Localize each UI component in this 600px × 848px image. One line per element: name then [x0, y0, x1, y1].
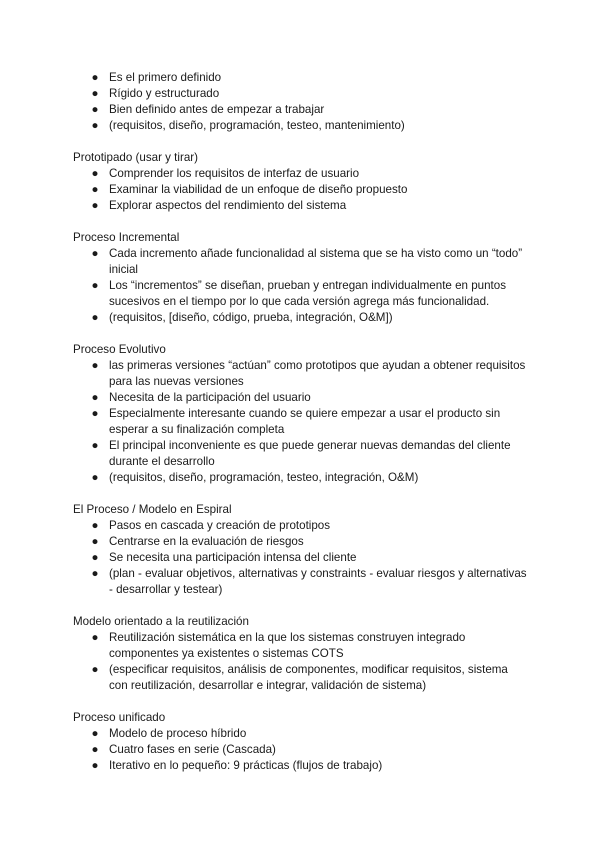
list-item: [91, 550, 529, 566]
bullet-dot-icon: ●: [91, 391, 99, 404]
list-item: [91, 438, 529, 470]
bullet-dot-icon: ●: [91, 71, 99, 84]
list-item: [91, 86, 529, 102]
section-heading: Prototipado (usar y tirar): [73, 151, 199, 164]
list-item: [91, 358, 529, 390]
list-item-text: Centrarse en la evaluación de riesgos: [109, 535, 304, 548]
list-item: [91, 70, 529, 86]
list-item-text: Especialmente interesante cuando se quiere empezar a usar el producto sin esperar a su finalización completa: [109, 407, 501, 436]
bullet-dot-icon: ●: [91, 407, 99, 420]
section-heading: Proceso unificado: [73, 711, 166, 724]
list-item-text: Comprender los requisitos de interfaz de usuario: [109, 167, 360, 180]
list-item: [91, 198, 529, 214]
bullet-list: [0, 630, 600, 694]
list-item-text: Explorar aspectos del rendimiento del sistema: [109, 199, 347, 212]
list-item-text: Los “incrementos” se diseñan, prueban y entregan individualmente en puntos sucesivos en el tiempo por lo que cada versión agrega más funcionalidad.: [109, 279, 507, 308]
list-item-text: Rígido y estructurado: [109, 87, 220, 100]
bullet-dot-icon: ●: [91, 87, 99, 100]
list-item-text: Cada incremento añade funcionalidad al sistema que se ha visto como un “todo” inicial: [109, 247, 523, 276]
list-item: [91, 246, 529, 278]
bullet-dot-icon: ●: [91, 247, 99, 260]
list-item-text: las primeras versiones “actúan” como prototipos que ayudan a obtener requisitos para las nuevas versiones: [109, 359, 526, 388]
section: [0, 502, 600, 598]
section-heading: El Proceso / Modelo en Espiral: [73, 503, 232, 516]
bullet-dot-icon: ●: [91, 183, 99, 196]
bullet-dot-icon: ●: [91, 567, 99, 580]
list-item-text: (requisitos, diseño, programación, testeo, mantenimiento): [109, 119, 405, 132]
list-item-text: Examinar la viabilidad de un enfoque de diseño propuesto: [109, 183, 408, 196]
list-item: [91, 758, 529, 774]
bullet-dot-icon: ●: [91, 743, 99, 756]
section: [0, 150, 600, 214]
list-item-text: El principal inconveniente es que puede generar nuevas demandas del cliente durante el desarrollo: [109, 439, 511, 468]
bullet-dot-icon: ●: [91, 727, 99, 740]
list-item-text: Pasos en cascada y creación de prototipos: [109, 519, 331, 532]
bullet-list: [0, 70, 600, 134]
list-item: [91, 534, 529, 550]
list-item-text: Se necesita una participación intensa del cliente: [109, 551, 357, 564]
list-item-text: (especificar requisitos, análisis de componentes, modificar requisitos, sistema con reutilización, desarrollar e integrar, validación de sistema): [109, 663, 508, 692]
list-item: [91, 470, 529, 486]
list-item: [91, 182, 529, 198]
list-item: [91, 726, 529, 742]
list-item: [91, 390, 529, 406]
list-item: [91, 118, 529, 134]
list-item-text: Es el primero definido: [109, 71, 222, 84]
section: [0, 710, 600, 774]
bullet-dot-icon: ●: [91, 551, 99, 564]
list-item: [91, 278, 529, 310]
list-item: [91, 406, 529, 438]
list-item: [91, 630, 529, 662]
list-item-text: (plan - evaluar objetivos, alternativas y constraints - evaluar riesgos y alternativas - desarrollar y testear): [109, 567, 527, 596]
list-item-text: Necesita de la participación del usuario: [109, 391, 311, 404]
section: [0, 614, 600, 694]
list-item: [91, 742, 529, 758]
section: [0, 342, 600, 486]
bullet-list: [0, 358, 600, 486]
bullet-dot-icon: ●: [91, 439, 99, 452]
section-heading: Proceso Incremental: [73, 231, 180, 244]
bullet-dot-icon: ●: [91, 471, 99, 484]
bullet-list: [0, 246, 600, 326]
bullet-dot-icon: ●: [91, 359, 99, 372]
bullet-dot-icon: ●: [91, 167, 99, 180]
bullet-list: [0, 726, 600, 774]
bullet-list: [0, 166, 600, 214]
section-heading: Proceso Evolutivo: [73, 343, 166, 356]
bullet-dot-icon: ●: [91, 535, 99, 548]
list-item-text: Modelo de proceso híbrido: [109, 727, 247, 740]
list-item-text: Iterativo en lo pequeño: 9 prácticas (flujos de trabajo): [109, 759, 383, 772]
bullet-dot-icon: ●: [91, 519, 99, 532]
list-item-text: (requisitos, [diseño, código, prueba, integración, O&M]): [109, 311, 393, 324]
section: [0, 230, 600, 326]
bullet-dot-icon: ●: [91, 103, 99, 116]
list-item: [91, 566, 529, 598]
section: [0, 70, 600, 134]
bullet-dot-icon: ●: [91, 279, 99, 292]
list-item-text: Bien definido antes de empezar a trabajar: [109, 103, 325, 116]
bullet-dot-icon: ●: [91, 663, 99, 676]
bullet-dot-icon: ●: [91, 199, 99, 212]
list-item: [91, 518, 529, 534]
list-item-text: Cuatro fases en serie (Cascada): [109, 743, 276, 756]
bullet-dot-icon: ●: [91, 119, 99, 132]
bullet-dot-icon: ●: [91, 311, 99, 324]
bullet-list: [0, 518, 600, 598]
list-item: [91, 662, 529, 694]
bullet-dot-icon: ●: [91, 759, 99, 772]
bullet-dot-icon: ●: [91, 631, 99, 644]
list-item: [91, 102, 529, 118]
section-heading: Modelo orientado a la reutilización: [73, 615, 249, 628]
list-item-text: (requisitos, diseño, programación, testeo, integración, O&M): [109, 471, 419, 484]
document-page: [0, 70, 600, 790]
list-item: [91, 166, 529, 182]
list-item-text: Reutilización sistemática en la que los sistemas construyen integrado componentes ya existentes o sistemas COTS: [109, 631, 466, 660]
list-item: [91, 310, 529, 326]
